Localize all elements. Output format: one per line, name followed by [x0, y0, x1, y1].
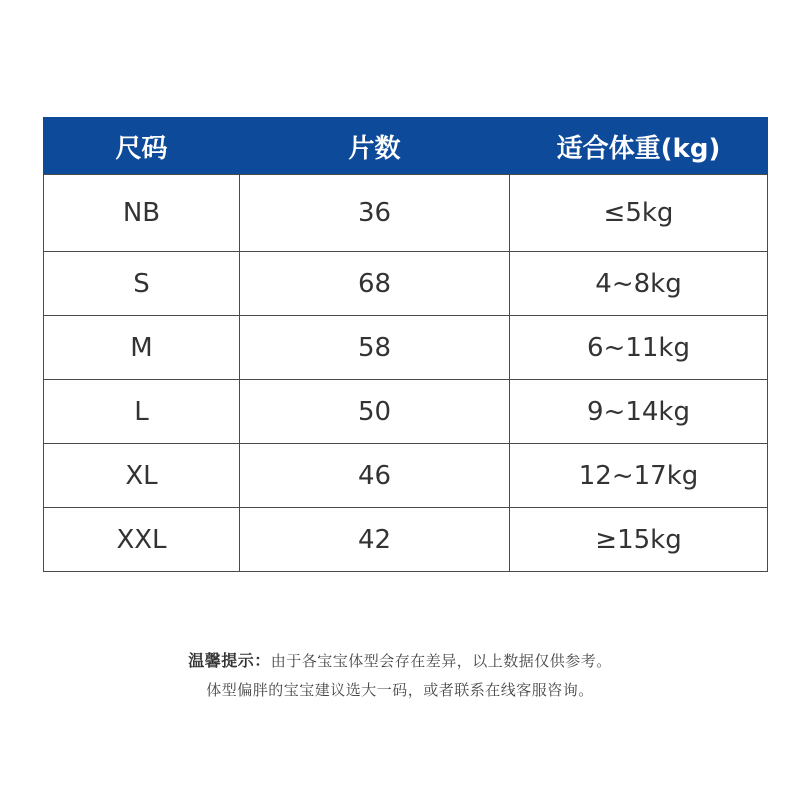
- notice-text-1: 由于各宝宝体型会存在差异，以上数据仅供参考。: [270, 652, 612, 670]
- cell-count: 36: [240, 175, 510, 252]
- cell-weight: 4~8kg: [510, 252, 768, 316]
- size-chart-table: [43, 117, 768, 572]
- cell-size: S: [44, 252, 240, 316]
- header-weight: 适合体重(kg): [510, 118, 768, 175]
- cell-weight: 9~14kg: [510, 380, 768, 444]
- cell-count: 46: [240, 444, 510, 508]
- cell-count: 58: [240, 316, 510, 380]
- notice-line-2: [0, 679, 800, 700]
- header-size: 尺码: [44, 118, 240, 175]
- cell-count: 50: [240, 380, 510, 444]
- table-row: [44, 175, 768, 252]
- table-header-row: [44, 118, 768, 175]
- cell-count: 42: [240, 508, 510, 572]
- notice-line-1: [0, 648, 800, 671]
- cell-size: L: [44, 380, 240, 444]
- table-row: [44, 316, 768, 380]
- notice-text-2: 体型偏胖的宝宝建议选大一码，或者联系在线客服咨询。: [206, 681, 594, 699]
- notice-label: 温馨提示：: [188, 651, 271, 670]
- table-row: [44, 508, 768, 572]
- cell-size: M: [44, 316, 240, 380]
- cell-weight: 12~17kg: [510, 444, 768, 508]
- table-row: [44, 380, 768, 444]
- cell-count: 68: [240, 252, 510, 316]
- cell-size: XXL: [44, 508, 240, 572]
- cell-weight: 6~11kg: [510, 316, 768, 380]
- cell-size: XL: [44, 444, 240, 508]
- table-row: [44, 252, 768, 316]
- cell-weight: ≥15kg: [510, 508, 768, 572]
- header-count: 片数: [240, 118, 510, 175]
- cell-size: NB: [44, 175, 240, 252]
- table-row: [44, 444, 768, 508]
- cell-weight: ≤5kg: [510, 175, 768, 252]
